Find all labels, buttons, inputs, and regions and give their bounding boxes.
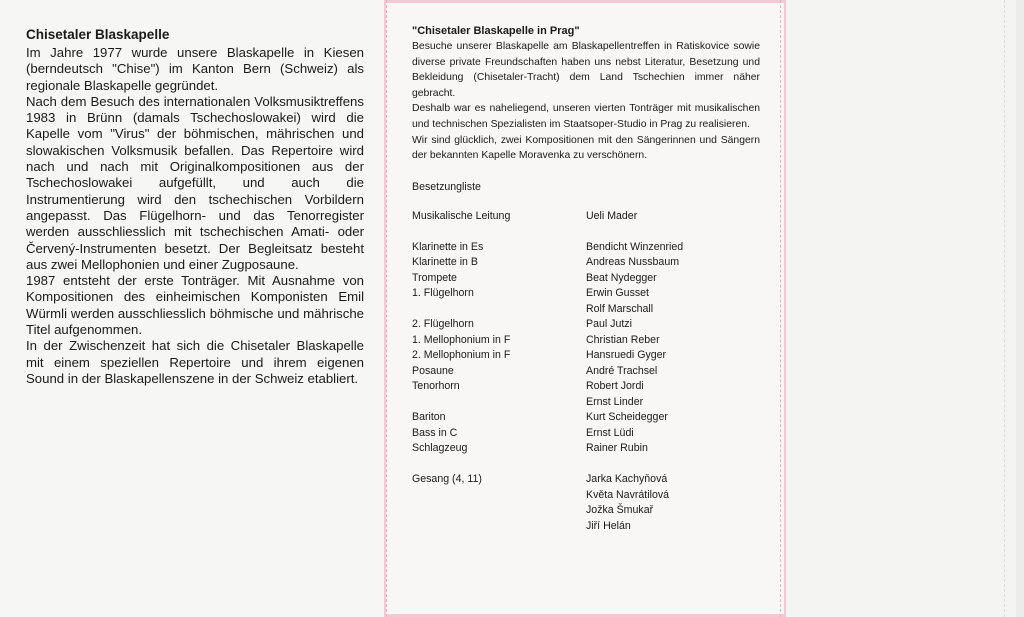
roster-instrument: 1. Flügelhorn	[412, 287, 474, 300]
roster-row	[412, 255, 760, 271]
roster-musician: Květa Navrátilová	[586, 488, 670, 501]
roster-instrument: Klarinette in Es	[412, 240, 484, 253]
center-paragraph: Besuche unserer Blaskapelle am Blaskapellentreffen in Ratiskovice sowie diverse private Freundschaften haben uns nebst Literatur, Besetzung und Bekleidung (Chisetaler-Tracht) dem Land Tschechien immer näher gebracht.	[412, 41, 760, 99]
roster-row	[412, 472, 760, 488]
roster-musician: Rolf Marschall	[586, 302, 654, 315]
roster-row	[412, 317, 760, 333]
roster-musician: Beat Nydegger	[586, 271, 657, 284]
roster-musician: Ernst Linder	[586, 395, 644, 408]
roster-musician: Bendicht Winzenried	[586, 240, 684, 253]
fold-line	[1004, 0, 1005, 617]
roster-gap	[412, 224, 760, 240]
left-body	[26, 45, 364, 387]
roster-list	[412, 209, 760, 535]
center-title: "Chisetaler Blaskapelle in Prag"	[412, 25, 580, 37]
left-paragraph: 1987 entsteht der erste Tonträger. Mit Ausnahme von Kompositionen des einheimischen Komponisten Emil Würmli werden ausschliesslich böhmische und mährische Titel aufgenommen.	[26, 273, 364, 338]
left-title: Chisetaler Blaskapelle	[26, 27, 170, 42]
roster-row	[412, 271, 760, 287]
roster-row	[412, 410, 760, 426]
roster-row	[412, 209, 760, 225]
roster-row	[412, 395, 760, 411]
roster-row	[412, 240, 760, 256]
roster-musician: Paul Jutzi	[586, 318, 632, 331]
roster-instrument: 2. Flügelhorn	[412, 318, 474, 331]
roster-heading: Besetzungliste	[412, 180, 481, 193]
center-body	[412, 39, 760, 164]
roster-row	[412, 302, 760, 318]
roster-instrument: Gesang (4, 11)	[412, 473, 482, 486]
roster-instrument: 2. Mellophonium in F	[412, 349, 511, 362]
left-paragraph: Nach dem Besuch des internationalen Volksmusiktreffens 1983 in Brünn (damals Tschechoslowakei) wird die Kapelle vom "Virus" der böhmischen, mährischen und slowakischen Volksmusik befallen. Das Repertoire wird nach und nach mit Originalkompositionen aus der Tschechoslowakei aufgefüllt, und auch die Instrumentierung wird den tschechischen Vorbildern angepasst. Das Flügelhorn- und das Tenorregister werden ausschliesslich mit tschechischen Amati- oder Červený-Instrumenten besetzt. Der Begleitsatz besteht aus zwei Mellophonien und einer Zugposaune.	[26, 93, 364, 272]
roster-row	[412, 333, 760, 349]
roster-row	[412, 379, 760, 395]
center-panel	[384, 0, 786, 617]
roster-instrument: Bariton	[412, 411, 446, 424]
roster-row	[412, 348, 760, 364]
roster-row	[412, 364, 760, 380]
left-panel	[0, 0, 384, 617]
roster-instrument	[412, 519, 586, 535]
roster-instrument: Schlagzeug	[412, 442, 468, 455]
roster-musician: Rainer Rubin	[586, 442, 648, 455]
roster-row	[412, 488, 760, 504]
roster-instrument: Klarinette in B	[412, 256, 478, 269]
roster-row	[412, 503, 760, 519]
roster-instrument: Trompete	[412, 271, 457, 284]
roster-instrument: Tenorhorn	[412, 380, 460, 393]
roster-musician: Kurt Scheidegger	[586, 411, 668, 424]
roster-row	[412, 286, 760, 302]
roster-musician: Erwin Gusset	[586, 287, 649, 300]
roster-row	[412, 426, 760, 442]
roster-musician: Robert Jordi	[586, 380, 644, 393]
roster-musician: Jiří Helán	[586, 519, 631, 532]
roster-musician: Jarka Kachyňová	[586, 473, 668, 486]
right-panel	[786, 0, 1024, 617]
left-paragraph: In der Zwischenzeit hat sich die Chisetaler Blaskapelle mit einem speziellen Repertoire und ihrem eigenen Sound in der Blaskapellenszene in der Schweiz etabliert.	[26, 338, 364, 386]
roster-musician: Ernst Lüdi	[586, 426, 634, 439]
roster-row	[412, 519, 760, 535]
fold-line	[386, 0, 387, 617]
center-paragraph: Deshalb war es naheliegend, unseren vierten Tonträger mit musikalischen und technischen Spezialisten im Staatsoper-Studio in Prag zu realisieren.	[412, 103, 760, 130]
roster-instrument: Musikalische Leitung	[412, 209, 511, 222]
roster-musician: Ueli Mader	[586, 209, 638, 222]
roster-instrument: Posaune	[412, 364, 454, 377]
fold-line	[780, 0, 781, 617]
roster-instrument	[412, 503, 586, 519]
roster-instrument: Bass in C	[412, 426, 458, 439]
roster-instrument	[412, 395, 586, 411]
roster-musician: Christian Reber	[586, 333, 660, 346]
left-paragraph: Im Jahre 1977 wurde unsere Blaskapelle in Kiesen (berndeutsch "Chise") im Kanton Bern (Schweiz) als regionale Blaskapelle gegründet.	[26, 45, 364, 93]
roster-gap	[412, 457, 760, 473]
roster-instrument	[412, 302, 586, 318]
roster-musician: Hansruedi Gyger	[586, 349, 667, 362]
center-paragraph: Wir sind glücklich, zwei Kompositionen mit den Sängerinnen und Sängern der bekannten Kapelle Moravenka zu verschönern.	[412, 134, 760, 162]
roster-musician: André Trachsel	[586, 364, 658, 377]
roster-musician: Andreas Nussbaum	[586, 256, 680, 269]
roster-musician: Jožka Šmukař	[586, 504, 654, 517]
roster-row	[412, 441, 760, 457]
roster-instrument: 1. Mellophonium in F	[412, 333, 511, 346]
roster-instrument	[412, 488, 586, 504]
